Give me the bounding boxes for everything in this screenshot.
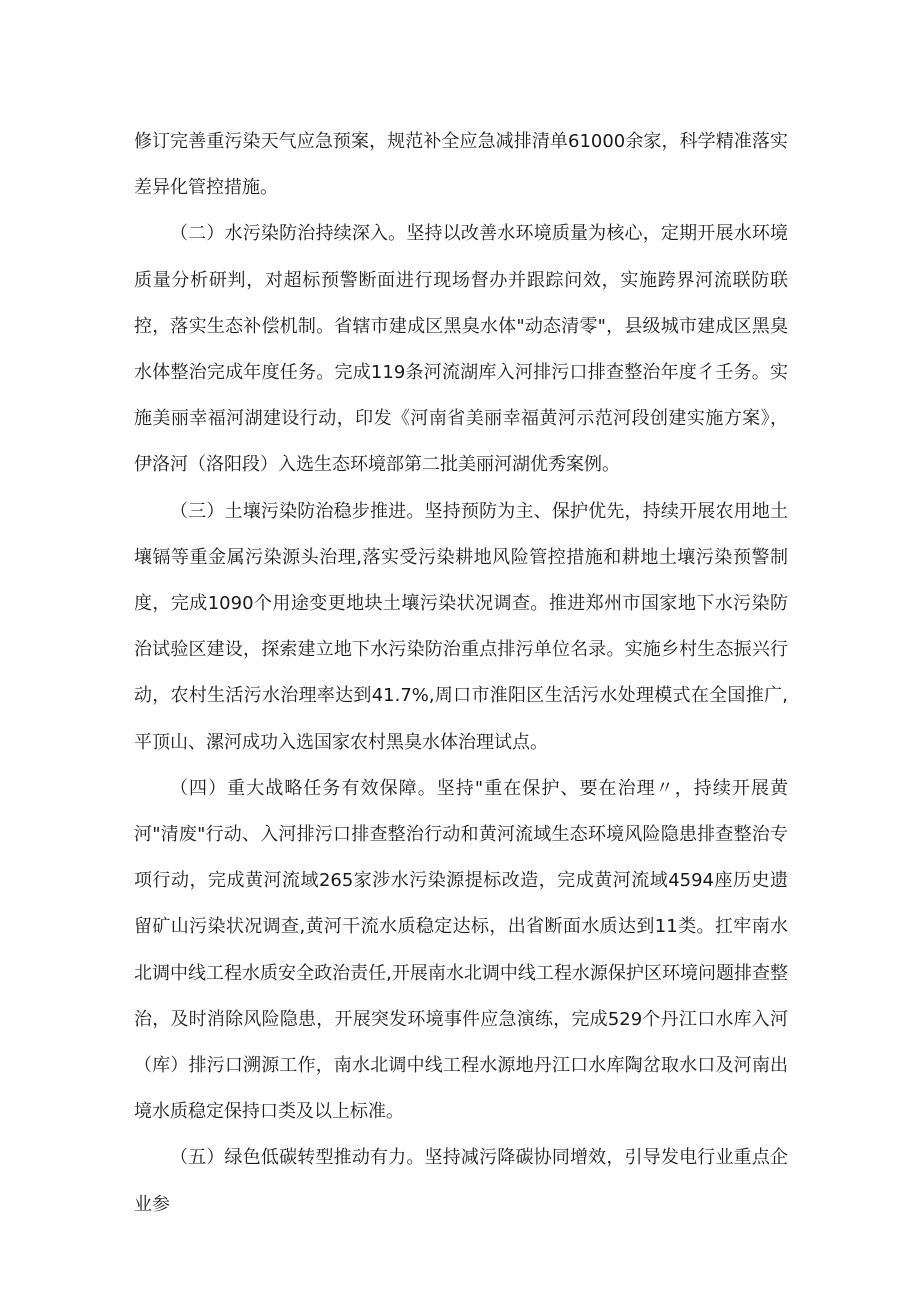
paragraph-water-pollution: （二）水污染防治持续深入。坚持以改善水环境质量为核心，定期开展水环境质量分析研判，对超标预警断面进行现场督办并跟踪问效，实施跨界河流联防联控，落实生态补偿机制。省辖市建成区黑臭水体"动态清零"，县级城市建成区黑臭水体整治完成年度任务。完成119条河流湖库入河排污口排查整治年度彳壬务。实施美丽幸福河湖建设行动，印发《河南省美丽幸福黄河示范河段创建实施方案》，伊洛河（洛阳段）入选生态环境部第二批美丽河湖优秀案例。 xyxy=(134,223,788,476)
paragraph-soil-pollution: （三）土壤污染防治稳步推进。坚持预防为主、保护优先，持续开展农用地土壤镉等重金属污染源头治理,落实受污染耕地风险管控措施和耕地土壤污染预警制度，完成1090个用途变更地块土壤污染状况调查。推进郑州市国家地下水污染防治试验区建设，探索建立地下水污染防治重点排污单位名录。实施乡村生态振兴行动，农村生活污水治理率达到41.7%,周口市淮阳区生活污水处理模式在全国推广,平顶山、漯河成功入选国家农村黑臭水体治理试点。 xyxy=(134,500,788,753)
paragraph-green-low-carbon: （五）绿色低碳转型推动有力。坚持减污降碳协同增效，引导发电行业重点企业参 xyxy=(134,1147,788,1215)
paragraph-air-pollution-continued: 修订完善重污染天气应急预案，规范补全应急减排清单61000余家，科学精准落实差异化管控措施。 xyxy=(134,131,788,199)
paragraph-major-strategic-tasks: （四）重大战略任务有效保障。坚持"重在保护、要在治理〃，持续开展黄河"清废"行动、入河排污口排查整治行动和黄河流域生态环境风险隐患排查整治专项行动，完成黄河流域265家涉水污染源提标改造，完成黄河流域4594座历史遗留矿山污染状况调查,黄河干流水质稳定达标，出省断面水质达到11类。扛牢南水北调中线工程水质安全政治责任,开展南水北调中线工程水源保护区环境问题排查整治，及时消除风险隐患，开展突发环境事件应急演练，完成529个丹江口水库入河（库）排污口溯源工作，南水北调中线工程水源地丹江口水库陶岔取水口及河南出境水质稳定保持口类及以上标准。 xyxy=(134,777,788,1123)
document-body xyxy=(134,119,788,1228)
